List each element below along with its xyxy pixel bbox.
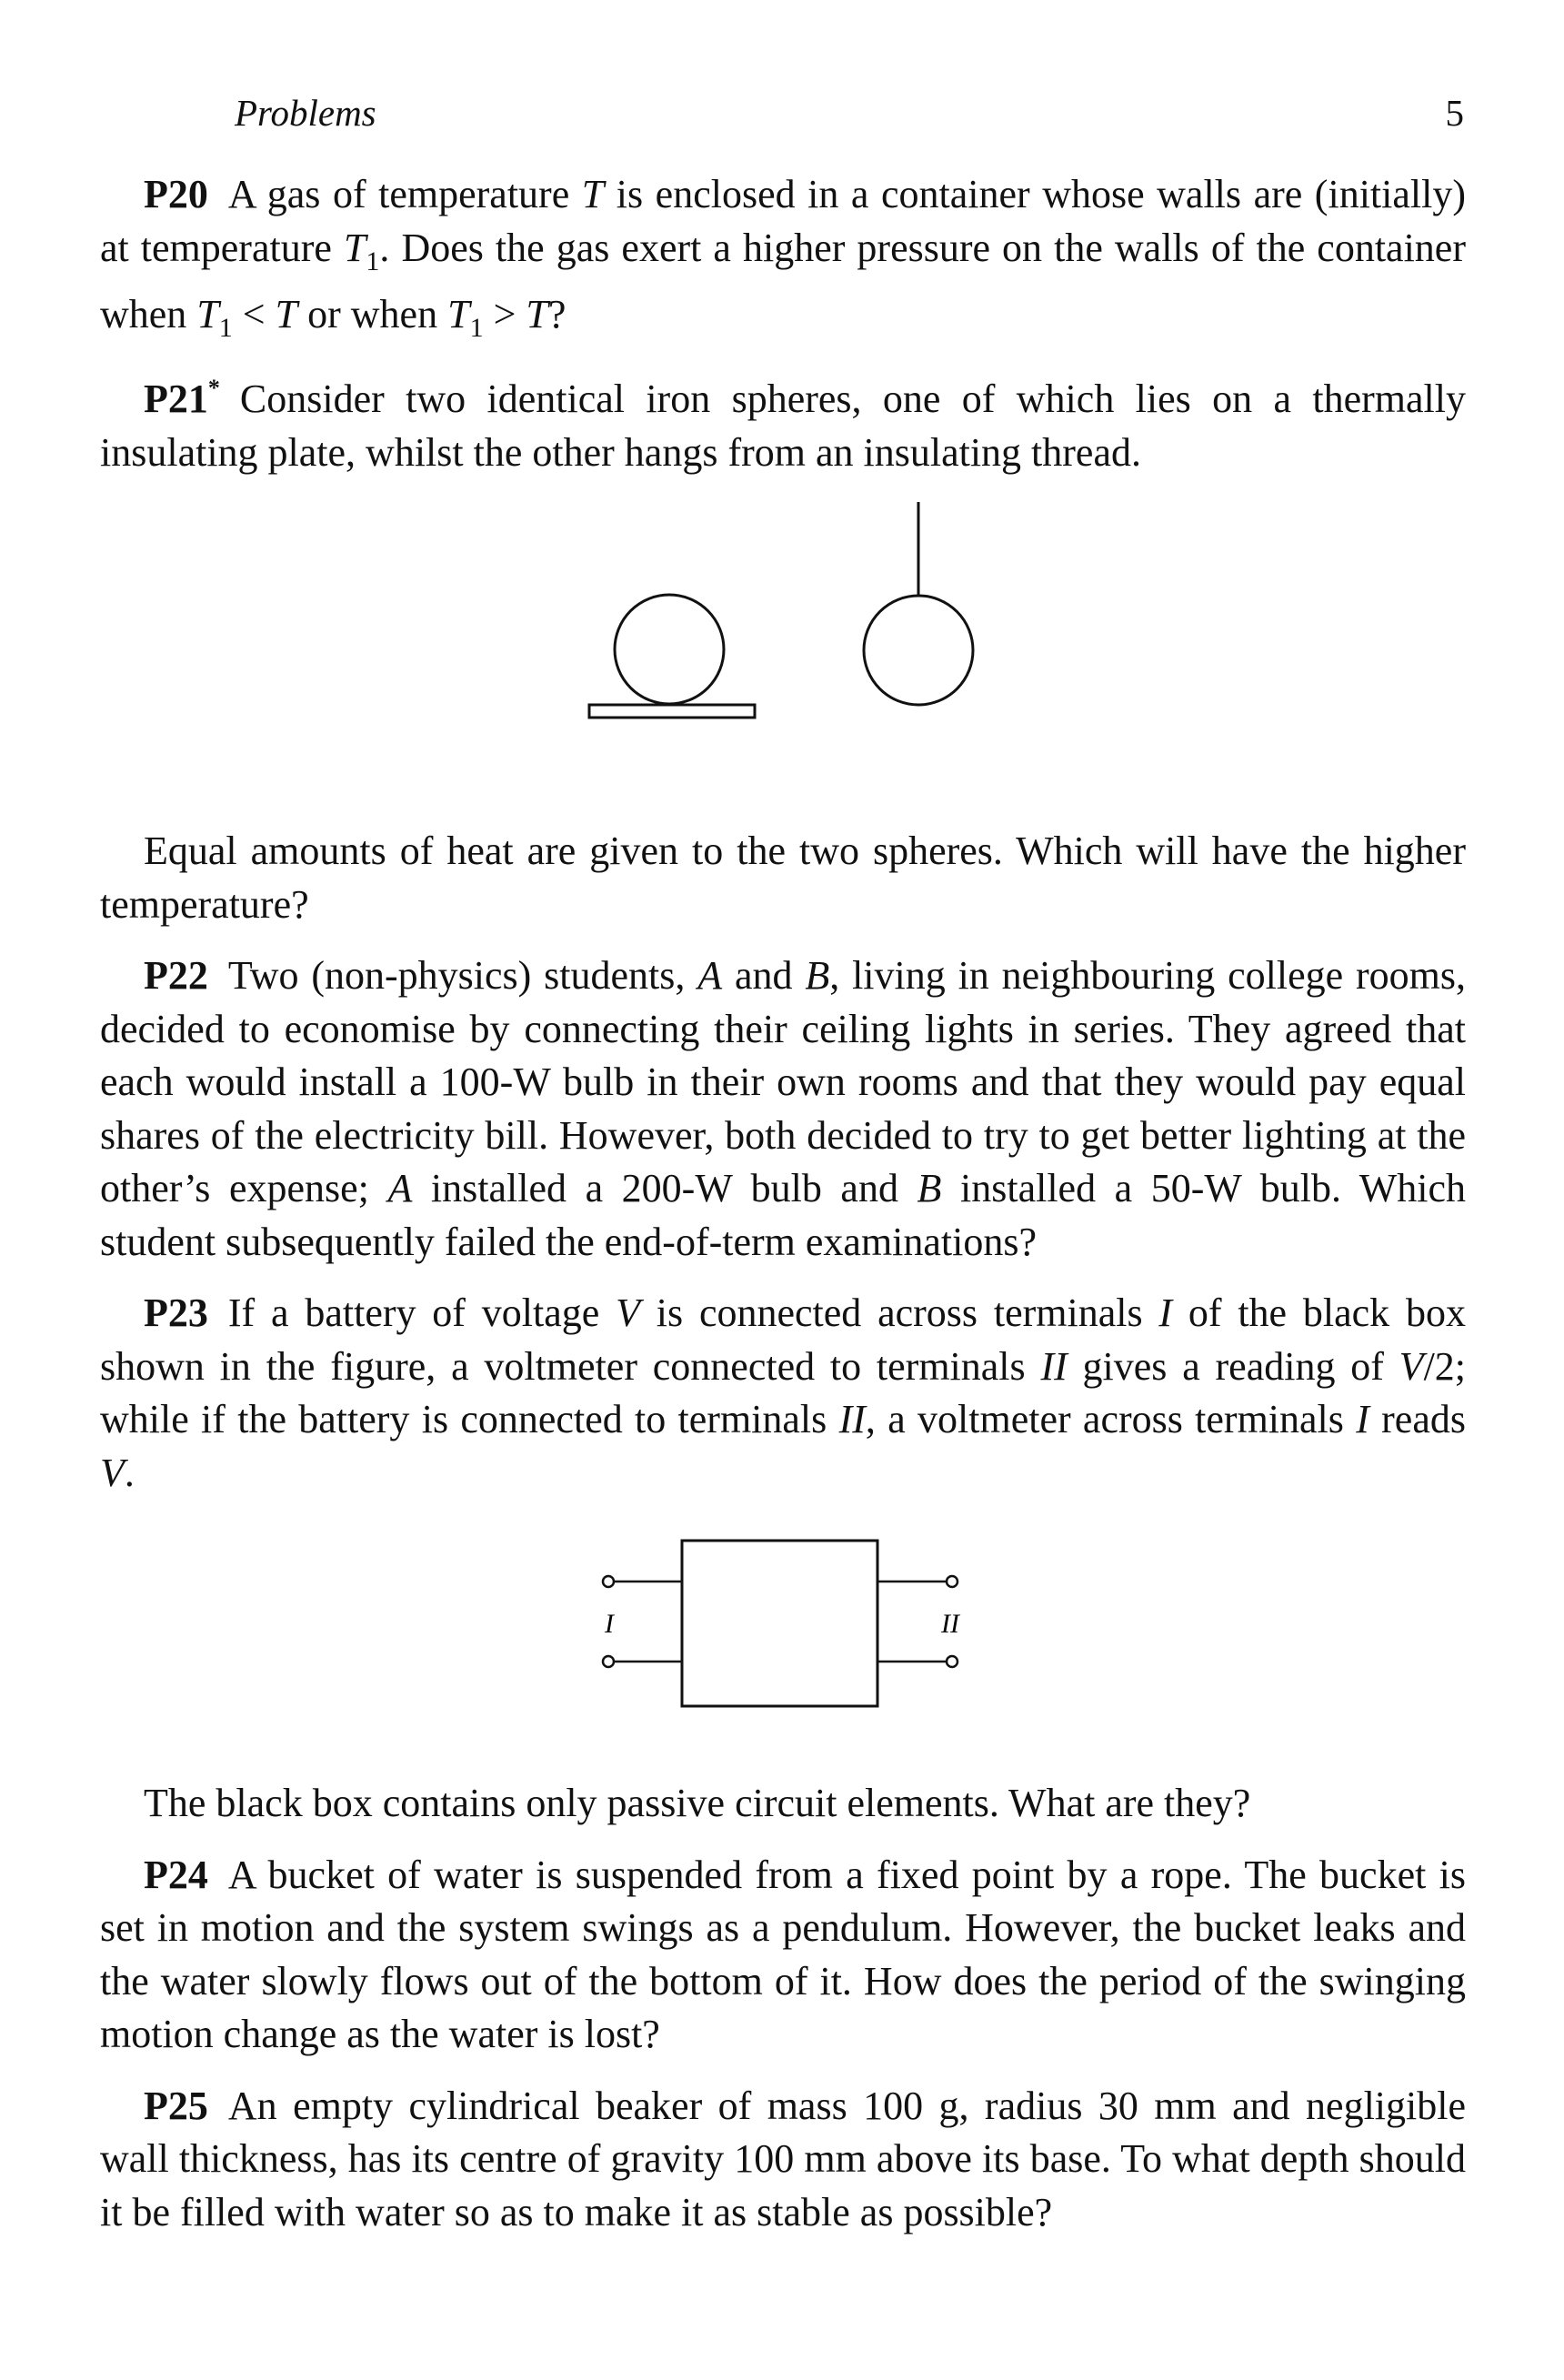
problem-label (144, 1853, 208, 1897)
problem-label (144, 1290, 208, 1335)
problem-number: P24 (144, 1852, 208, 1897)
text-run: Equal amounts of heat are given to the two spheres. Which will have the higher temperature? (100, 828, 1466, 927)
page-header (100, 91, 1464, 146)
math-symbol: II (1040, 1343, 1068, 1389)
math-symbol: V (100, 1450, 125, 1495)
text-run: ? (547, 291, 566, 336)
problem-label (144, 2084, 208, 2128)
spheres-figure (100, 497, 1466, 807)
subscript: 1 (469, 312, 484, 343)
text-run: installed a 50-W bulb. Which student subsequently failed the end-of-term examinations? (100, 1166, 1467, 1264)
page-number: 5 (1445, 92, 1464, 134)
math-symbol: T (581, 172, 605, 216)
math-symbol: T (447, 291, 470, 336)
text-run: is enclosed in a container whose walls are (initially) at temperature (100, 172, 1466, 270)
text-run: is connected across terminals (639, 1290, 1159, 1336)
problem-p20 (100, 168, 1466, 355)
hanging-sphere (864, 596, 973, 705)
text-run: and (722, 953, 806, 999)
math-symbol: A (387, 1166, 413, 1211)
math-symbol: B (917, 1166, 942, 1211)
insulating-plate (589, 705, 755, 718)
problem-number: P22 (144, 953, 208, 999)
resting-sphere (615, 595, 724, 704)
text-run: installed a 200-W bulb and (412, 1166, 917, 1211)
text-run: An empty cylindrical beaker of mass 100 g, radius 30 mm and negligible wall thickness, has its centre of gravity 100 mm above its base. To what depth should it be filled with water so as to make it as stable as possible? (100, 2083, 1466, 2234)
math-symbol: II (838, 1397, 866, 1442)
subscript: 1 (366, 246, 380, 276)
text-run: or when (297, 291, 448, 336)
text-run: A gas of temperature (227, 172, 582, 216)
problem-label (144, 377, 220, 421)
text-run: , a voltmeter across terminals (865, 1397, 1357, 1442)
terminal (947, 1576, 957, 1587)
terminal (947, 1656, 957, 1667)
terminal-label-I: I (605, 1609, 614, 1640)
math-symbol: T (526, 291, 548, 336)
math-symbol: A (697, 953, 723, 999)
problem-label (144, 172, 208, 216)
math-symbol: V (616, 1290, 640, 1336)
problem-p23 (100, 1287, 1466, 1500)
math-symbol: T (196, 291, 219, 336)
math-symbol: B (805, 953, 830, 999)
problem-p25 (100, 2080, 1466, 2240)
text-run: . (124, 1450, 135, 1495)
math-symbol: I (1158, 1290, 1173, 1336)
subscript: 1 (218, 312, 233, 343)
problem-number: P20 (144, 172, 208, 216)
problem-number: P23 (144, 1290, 208, 1336)
text-run: gives a reading of (1067, 1343, 1399, 1389)
problem-p22 (100, 949, 1466, 1269)
text-run: /2; while if the battery is connected to terminals (100, 1343, 1467, 1442)
problem-label (144, 953, 208, 998)
problem-number: P21 (144, 377, 208, 422)
terminal (603, 1576, 614, 1587)
problem-question (100, 825, 1466, 931)
math-symbol: I (1356, 1397, 1369, 1442)
math-symbol: T (343, 225, 366, 270)
math-symbol: T (275, 291, 298, 336)
text-run: , living in neighbouring college rooms, decided to economise by connecting their ceiling lights in series. They agreed that each would install a 100-W bulb in their own rooms and that they would pay equal shares of the electricity bill. However, both decided to try to get better lighting at the other’s expense; (100, 953, 1467, 1211)
text-run: of the black box shown in the figure, a voltmeter connected to terminals (100, 1290, 1466, 1389)
black-box (682, 1541, 877, 1706)
text-run: A bucket of water is suspended from a fixed point by a rope. The bucket is set in motion and the system swings as a pendulum. However, the bucket leaks and the water slowly flows out of the bottom of it. How does the period of the swinging motion change as the water is lost? (100, 1852, 1466, 2057)
text-run: If a battery of voltage (227, 1290, 617, 1336)
math-symbol: V (1399, 1343, 1424, 1389)
problem-question (100, 1777, 1466, 1831)
text-run: > (483, 291, 526, 336)
text-run: Consider two identical iron spheres, one of which lies on a thermally insulating plate, whilst the other hangs from an insulating thread. (100, 377, 1466, 475)
problem-number: P25 (144, 2083, 208, 2128)
text-run: Two (non-physics) students, (227, 953, 698, 999)
black-box-figure (100, 1518, 1466, 1759)
terminal-label-II: II (941, 1609, 959, 1640)
difficulty-star: * (207, 375, 220, 402)
text-run: . Does the gas exert a higher pressure on the walls of the container when (100, 225, 1466, 336)
problem-p21 (100, 373, 1466, 479)
text-run: < (232, 291, 276, 336)
running-head-title: Problems (235, 92, 376, 134)
problem-p24 (100, 1849, 1466, 2062)
terminal (603, 1656, 614, 1667)
text-run: reads (1368, 1397, 1466, 1442)
text-run: The black box contains only passive circuit elements. What are they? (144, 1781, 1251, 1826)
problems-list (100, 168, 1466, 2257)
